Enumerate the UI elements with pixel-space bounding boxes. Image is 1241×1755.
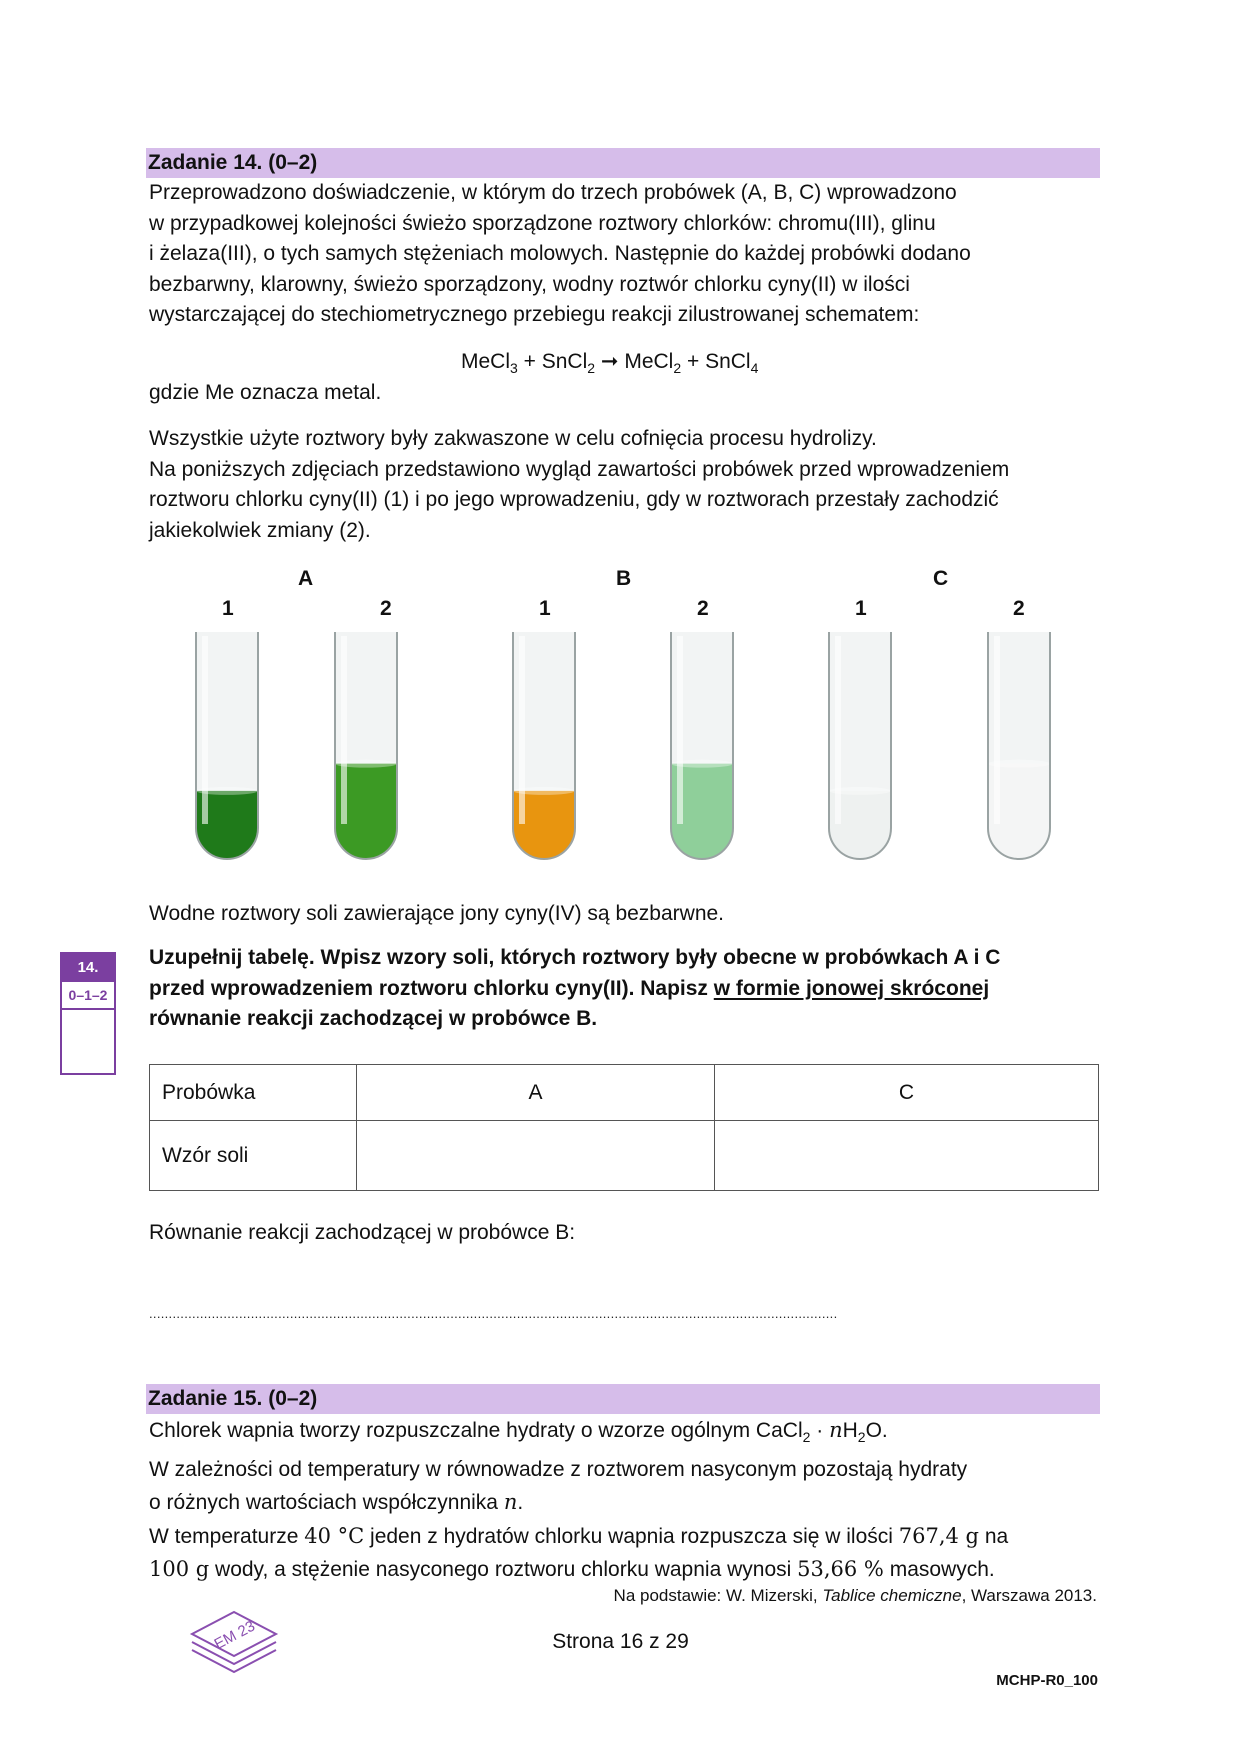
score-box [60, 952, 116, 1075]
text-part: . [517, 1491, 524, 1515]
eq-part: + SnCl [681, 350, 751, 373]
test-tube-c1 [823, 628, 897, 863]
tube-number: 2 [1013, 597, 1025, 620]
tube-highlight [519, 636, 525, 824]
task15-line [149, 1520, 1099, 1554]
test-tube-c2 [982, 628, 1056, 863]
eq-part: ➞ MeCl [595, 350, 674, 373]
score-box-range: 0–1–2 [62, 982, 114, 1010]
tube-highlight [341, 636, 347, 824]
text-part: O. [865, 1419, 888, 1442]
tube-number: 1 [855, 597, 867, 620]
test-tube-b1 [507, 628, 581, 863]
intro-line: Przeprowadzono doświadczenie, w którym do trzech probówek (A, B, C) wprowadzono [149, 181, 957, 204]
eq-part: MeCl [461, 350, 511, 373]
table-row [150, 1121, 1099, 1191]
text-part: wody, a stężenie nasyconego roztworu chlorku wapnia wynosi [209, 1558, 798, 1582]
text-part: jeden z hydratów chlorku wapnia rozpuszcza się w ilości [364, 1524, 899, 1548]
text-sub: 2 [802, 1429, 811, 1446]
reaction-equation [461, 349, 758, 376]
math-value: 40 °C [304, 1523, 365, 1548]
text-part: · [810, 1419, 830, 1442]
intro-line: w przypadkowej kolejności świeżo sporządzone roztwory chlorków: chromu(III), glinu [149, 211, 936, 235]
text-part: o różnych wartościach współczynnika [149, 1491, 504, 1515]
intro-line: bezbarwny, klarowny, świeżo sporządzony, wodny roztwór chlorku cyny(II) w ilości [149, 272, 910, 296]
citation-title: Tablice chemiczne [822, 1586, 962, 1605]
task14-intro [149, 178, 1099, 331]
text-part: masowych. [883, 1558, 995, 1582]
instruction-underlined: w formie jonowej skróconej [713, 976, 990, 1000]
eq-part: + SnCl [517, 350, 588, 373]
tube-highlight [835, 636, 841, 824]
tube-number: 1 [222, 597, 234, 620]
eq-sub: 2 [673, 360, 682, 377]
task15-line [149, 1486, 1099, 1520]
tube-highlight [202, 636, 208, 824]
eq-sub: 2 [587, 360, 596, 377]
math-var: n [503, 1490, 518, 1515]
text-sub: 2 [857, 1429, 866, 1446]
group-label-a: A [298, 567, 314, 590]
math-var: n [829, 1418, 843, 1442]
answer-cell-a[interactable] [357, 1121, 715, 1191]
table-header-cell: A [357, 1065, 715, 1121]
text-part: W temperaturze [149, 1524, 305, 1548]
math-value: 100 g [149, 1557, 210, 1582]
group-label-c: C [933, 567, 949, 590]
instruction-line: Uzupełnij tabelę. Wpisz wzory soli, których roztwory były obecne w probówkach A i C [149, 946, 1001, 969]
task15-line [149, 1414, 1099, 1454]
test-tube-a1 [190, 628, 264, 863]
answer-line[interactable]: ................................................................................................................................................................................ [149, 1306, 838, 1321]
equation-prompt: Równanie reakcji zachodzącej w probówce B: [149, 1221, 576, 1244]
task15-line: W zależności od temperatury w równowadze z roztworem nasyconym pozostają hydraty [149, 1457, 968, 1481]
task14-para2 [149, 424, 1099, 546]
answer-cell-c[interactable] [715, 1121, 1099, 1191]
table-header-cell: C [715, 1065, 1099, 1121]
text-part: na [979, 1524, 1009, 1548]
para2-line: Wszystkie użyte roztwory były zakwaszone w celu cofnięcia procesu hydrolizy. [149, 427, 877, 450]
para2-line: jakiekolwiek zmiany (2). [149, 518, 371, 542]
table-header-cell: Probówka [150, 1065, 357, 1121]
table-row-label: Wzór soli [150, 1121, 357, 1191]
para2-line: roztworu chlorku cyny(II) (1) i po jego wprowadzeniu, gdy w roztworach przestały zachodzić [149, 488, 999, 511]
tin-note: Wodne roztwory soli zawierające jony cyny(IV) są bezbarwne. [149, 902, 725, 925]
task15-text [149, 1414, 1099, 1587]
task15-line [149, 1553, 1099, 1587]
instruction-part: przed wprowadzeniem roztworu chlorku cyny(II). Napisz [149, 976, 714, 1000]
intro-line: wystarczającej do stechiometrycznego przebiegu reakcji zilustrowanej schematem: [149, 303, 920, 326]
task14-instruction [149, 943, 1099, 1035]
test-tube-b2 [665, 628, 739, 863]
text-part: Chlorek wapnia tworzy rozpuszczalne hydraty o wzorze ogólnym CaCl [149, 1419, 803, 1442]
exam-code: MCHP-R0_100 [996, 1672, 1098, 1689]
intro-line: i żelaza(III), o tych samych stężeniach molowych. Następnie do każdej probówki dodano [149, 242, 971, 265]
citation-part: Na podstawie: W. Mizerski, [613, 1586, 823, 1605]
para2-line: Na poniższych zdjęciach przedstawiono wygląd zawartości probówek przed wprowadzeniem [149, 457, 1010, 481]
tube-highlight [994, 636, 1000, 824]
tube-number: 2 [380, 597, 392, 620]
eq-sub: 3 [510, 360, 518, 377]
score-box-number: 14. [62, 954, 114, 982]
task14-header: Zadanie 14. (0–2) [146, 148, 1100, 178]
tube-number: 2 [697, 597, 709, 620]
instruction-line [149, 974, 1099, 1005]
eq-sub: 4 [750, 360, 759, 377]
table-row [150, 1065, 1099, 1121]
tube-number: 1 [539, 597, 551, 620]
group-label-b: B [616, 567, 632, 590]
logo-text: EM 23 [211, 1617, 258, 1654]
math-value: 53,66 % [797, 1557, 884, 1582]
page-number: Strona 16 z 29 [552, 1630, 689, 1653]
answer-table [149, 1064, 1099, 1191]
math-value: 767,4 g [898, 1523, 980, 1548]
tube-highlight [677, 636, 683, 824]
instruction-line: równanie reakcji zachodzącej w probówce B. [149, 1007, 598, 1030]
where-me: gdzie Me oznacza metal. [149, 381, 382, 404]
source-citation [614, 1586, 1097, 1606]
test-tube-a2 [329, 628, 403, 863]
citation-part: , Warszawa 2013. [961, 1586, 1097, 1605]
task15-header: Zadanie 15. (0–2) [146, 1384, 1100, 1414]
text-part: H [842, 1419, 858, 1442]
